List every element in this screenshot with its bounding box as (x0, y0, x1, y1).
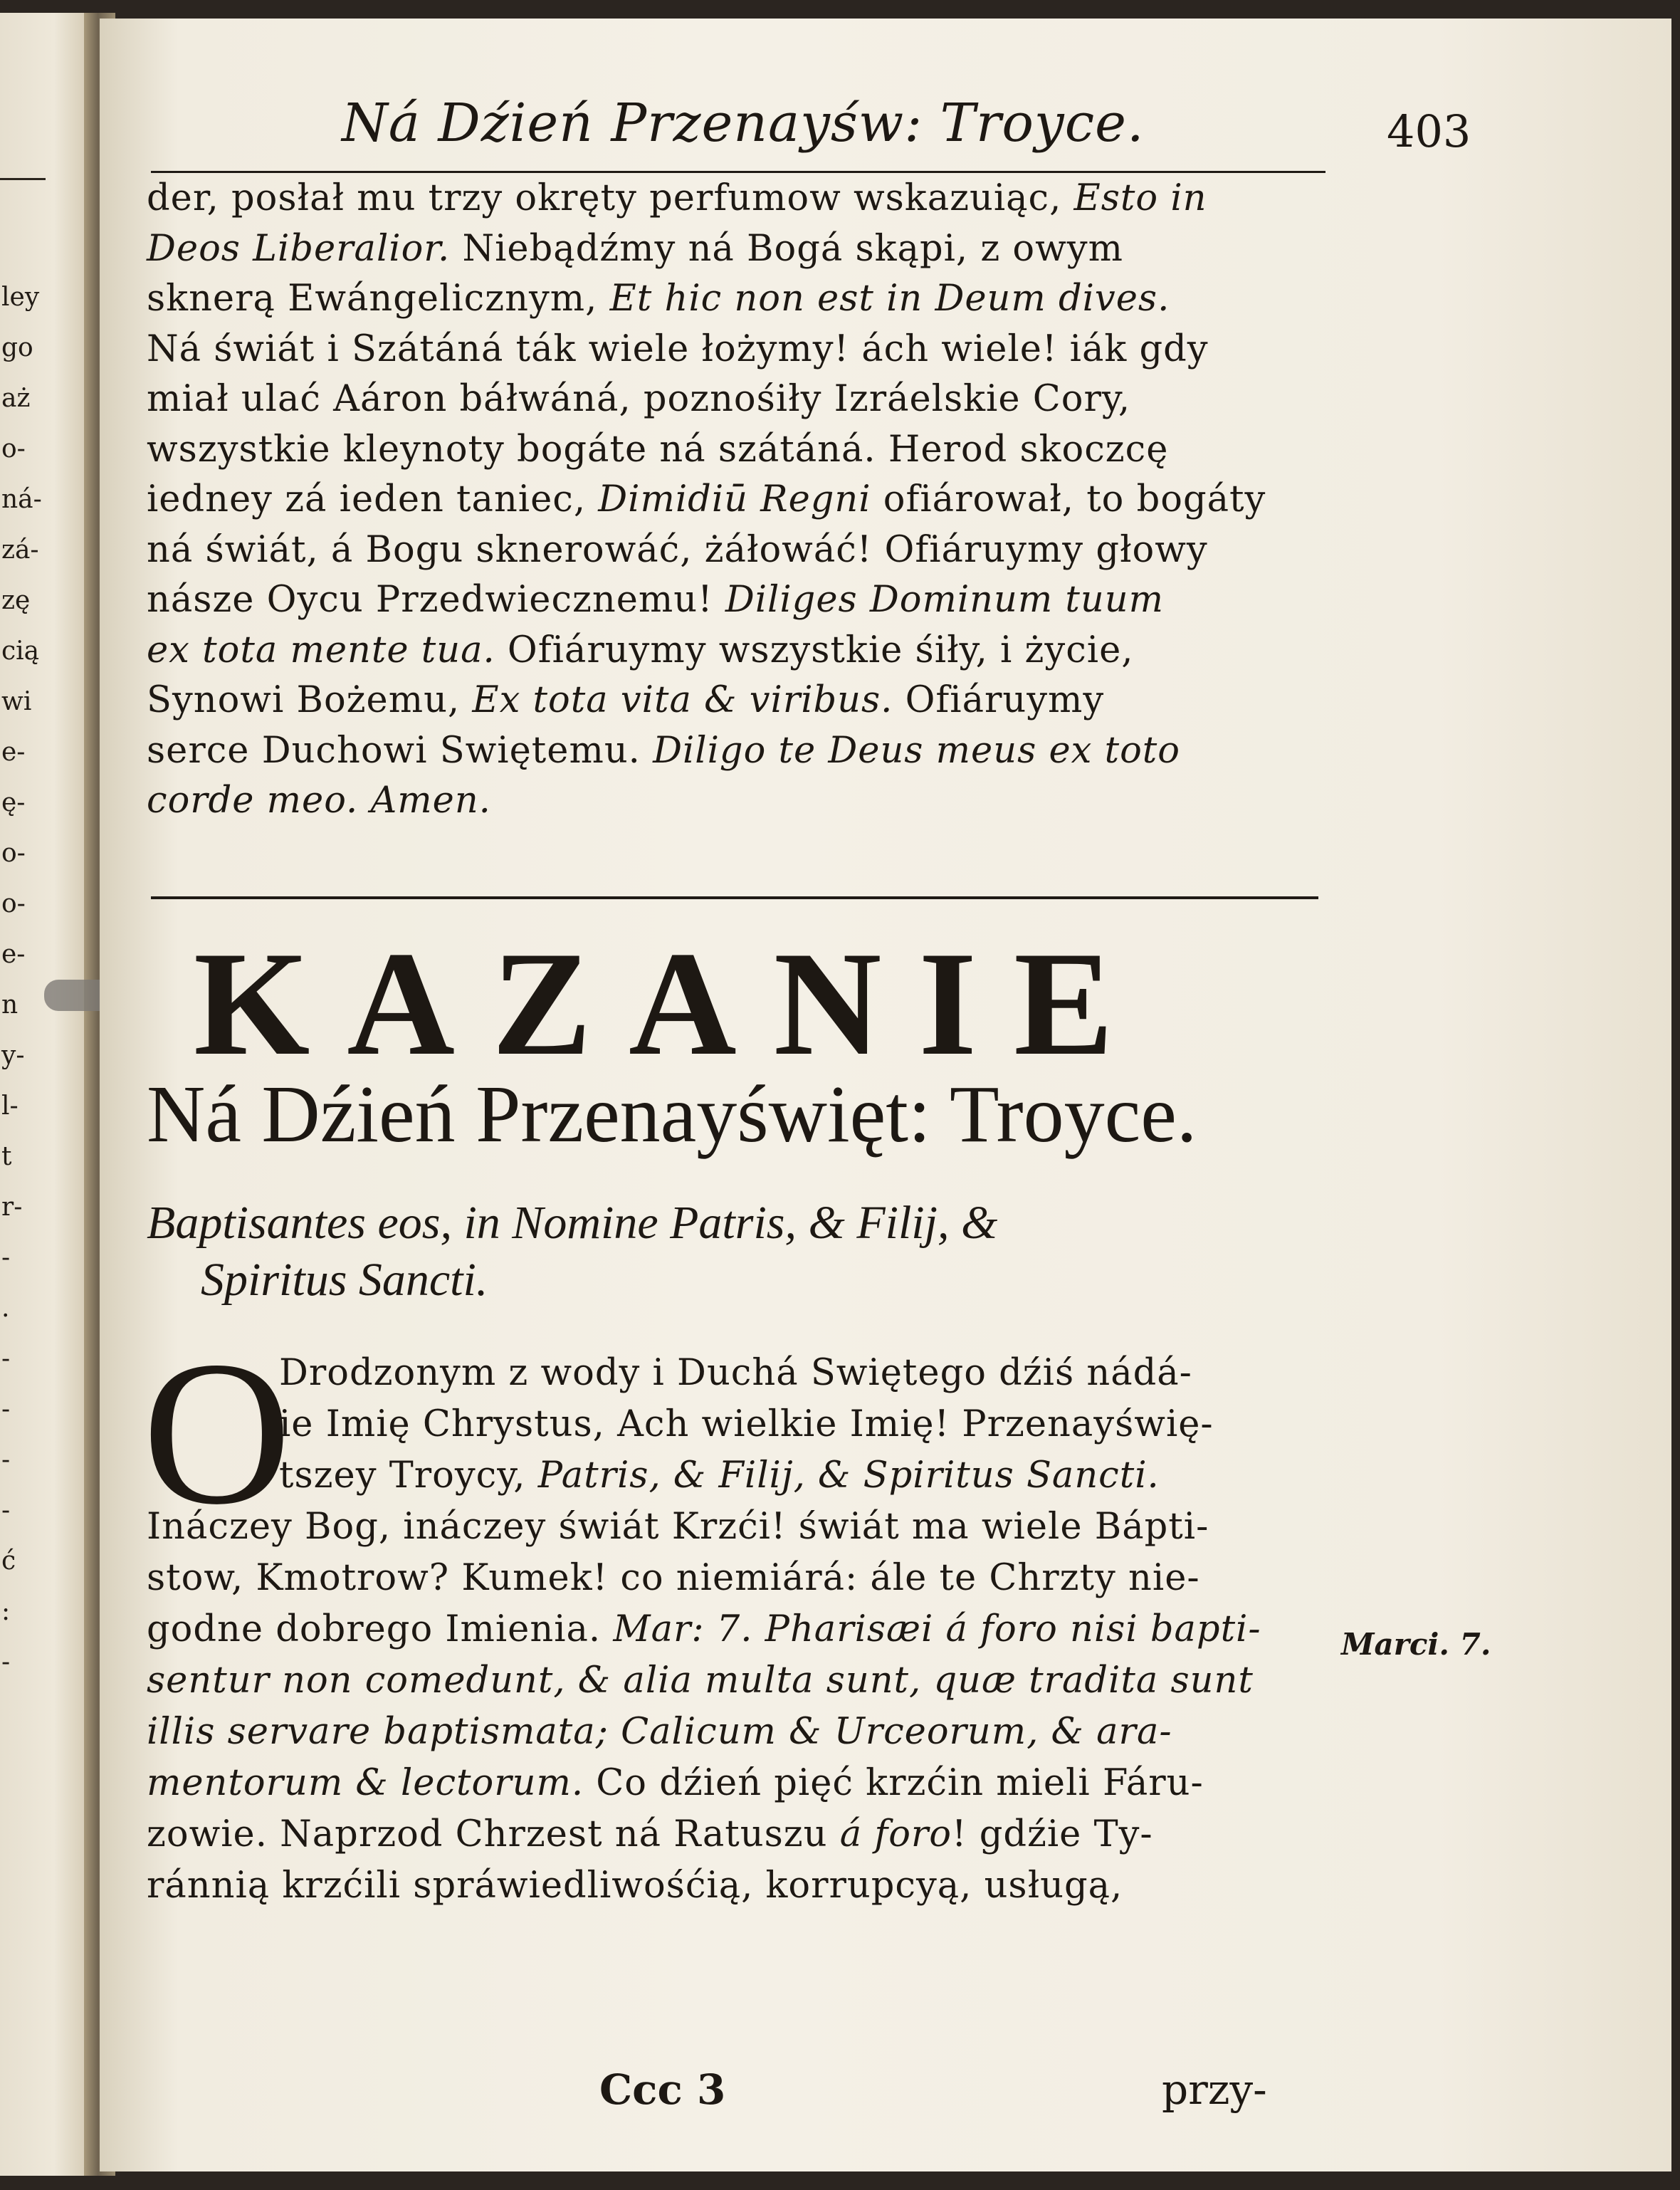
left-page-fragment: o- (1, 889, 26, 918)
polish-text-segment: ná świát, á Bogu sknerowáć, żáłowáć! Ofiáruymy głowy (147, 528, 1208, 571)
text-line (147, 1761, 1204, 1806)
polish-text-segment: stow, Kmotrow? Kumek! co niemiárá: ále te Chrzty nie- (147, 1557, 1200, 1599)
left-page-fragment: aż (1, 384, 31, 413)
latin-italic-segment: Patris, & Filij, & Spiritus Sancti. (537, 1455, 1160, 1497)
text-line (147, 328, 1209, 372)
left-page-rule (0, 178, 46, 180)
left-page-fragment: wi (1, 687, 32, 716)
left-page-fragment: t (1, 1142, 12, 1171)
polish-text-segment: Co dźień pięć krzćin mieli Fáru- (584, 1762, 1204, 1804)
left-page-fragment: o- (1, 839, 26, 868)
text-line (147, 629, 1133, 673)
left-page-fragment: - (1, 1496, 11, 1525)
scripture-text-line-2: Spiritus Sancti. (201, 1254, 488, 1306)
margin-reference: Marci. 7. (1341, 1627, 1491, 1662)
text-line (147, 428, 1168, 472)
text-line (147, 729, 1180, 773)
polish-text-segment: Ofiáruymy wszystkie śiły, i życie, (495, 629, 1134, 671)
text-line (147, 528, 1208, 572)
left-page-fragment: ná- (1, 485, 42, 514)
latin-italic-segment: corde meo. Amen. (147, 780, 491, 822)
left-page-fragment: l- (1, 1091, 19, 1121)
polish-text-segment: Ná świát i Szátáná ták wiele łożymy! ách wiele! iák gdy (147, 328, 1209, 370)
latin-italic-segment: Diliges Dominum tuum (725, 579, 1164, 621)
polish-text-segment: godne dobrego Imienia. (147, 1608, 614, 1650)
polish-text-segment: iedney zá ieden taniec, (147, 478, 599, 520)
latin-italic-segment: mentorum & lectorum. (147, 1762, 584, 1804)
left-page-fragment: - (1, 1395, 11, 1424)
text-line (147, 1710, 1172, 1754)
text-line (147, 277, 1170, 321)
left-page-fragment: y- (1, 1041, 25, 1070)
text-line (147, 679, 1104, 723)
latin-italic-segment: sentur non comedunt, & alia multa sunt, quæ tradita sunt (147, 1660, 1254, 1702)
left-page-fragment: : (1, 1597, 11, 1626)
left-page-fragment: ę- (1, 788, 26, 817)
text-line (279, 1454, 1160, 1498)
text-line (147, 1608, 1261, 1652)
left-page-fragment: - (1, 1243, 11, 1272)
polish-text-segment: Drodzonym z wody i Duchá Swiętego dźiś nádá- (279, 1352, 1192, 1394)
left-page-fragment: . (1, 1294, 10, 1323)
text-line (147, 377, 1130, 421)
text-line (279, 1403, 1214, 1447)
section-separator-rule (151, 896, 1318, 899)
left-page-fragment: n (1, 990, 19, 1020)
text-line (147, 227, 1123, 271)
left-page-fragment: o- (1, 434, 26, 463)
polish-text-segment: ofiárował, to bogáty (871, 478, 1266, 520)
latin-italic-segment: Diligo te Deus meus ex toto (653, 729, 1181, 772)
left-page-fragment: - (1, 1647, 11, 1677)
left-page-fragment: e- (1, 738, 26, 767)
signature-mark: Ccc 3 (599, 2065, 726, 2114)
polish-text-segment: ie Imię Chrystus, Ach wielkie Imię! Przenayświę- (279, 1403, 1214, 1445)
left-page-fragment: - (1, 1445, 11, 1474)
latin-italic-segment: illis servare baptismata; Calicum & Urceorum, & ara- (147, 1711, 1172, 1753)
polish-text-segment: wszystkie kleynoty bogáte ná szátáná. Herod skoczcę (147, 428, 1169, 471)
left-page-fragment: cią (1, 636, 40, 666)
left-page-fragment: go (1, 333, 33, 362)
page-number: 403 (1387, 105, 1471, 157)
text-line (147, 779, 491, 823)
left-page-fragment: e- (1, 940, 26, 969)
polish-text-segment: serce Duchowi Swiętemu. (147, 729, 653, 772)
text-line (279, 1351, 1192, 1395)
left-page-fragment: r- (1, 1193, 23, 1222)
polish-text-segment: Ináczey Bog, ináczey świát Krzći! świát ma wiele Bápti- (147, 1506, 1209, 1548)
text-line (147, 1505, 1209, 1549)
polish-text-segment: Synowi Bożemu, (147, 679, 473, 721)
text-line (147, 578, 1164, 622)
polish-text-segment: zowie. Naprzod Chrzest ná Ratuszu (147, 1813, 840, 1855)
polish-text-segment: ránnią krzćili spráwiedliwośćią, korrupcyą, usługą, (147, 1865, 1123, 1907)
sermon-title: KAZANIE (194, 921, 1151, 1086)
catchword: przy- (1162, 2065, 1267, 2114)
left-page-fragment: zá- (1, 535, 39, 565)
text-line (147, 1659, 1254, 1703)
drop-cap: O (142, 1319, 292, 1547)
latin-italic-segment: Deos Liberalior. (147, 227, 451, 270)
latin-italic-segment: ex tota mente tua. (147, 629, 495, 671)
polish-text-segment: násze Oycu Przedwiecznemu! (147, 579, 725, 621)
running-head: Ná Dźień Przenayśw: Troyce. (342, 93, 1145, 154)
polish-text-segment: Ofiáruymy (893, 679, 1105, 721)
polish-text-segment: miał ulać Aáron báłwáná, poznośiły Izráelskie Cory, (147, 378, 1131, 420)
polish-text-segment: sknerą Ewángelicznym, (147, 278, 610, 320)
left-page-fragment: zę (1, 586, 31, 615)
latin-italic-segment: Dimidiū Regni (598, 478, 871, 520)
left-page-fragment: - (1, 1344, 11, 1373)
latin-italic-segment: á foro (839, 1813, 952, 1855)
scripture-text-line-1: Baptisantes eos, in Nomine Patris, & Filij, & (147, 1197, 998, 1249)
polish-text-segment: der, posłał mu trzy okręty perfumow wskazuiąc, (147, 177, 1074, 219)
polish-text-segment: ! gdźie Ty- (952, 1813, 1153, 1855)
polish-text-segment: tszey Troycy, (279, 1455, 538, 1497)
text-line (147, 1813, 1153, 1857)
text-line (147, 478, 1266, 522)
latin-italic-segment: Et hic non est in Deum dives. (609, 278, 1170, 320)
text-line (147, 1556, 1200, 1600)
latin-italic-segment: Mar: 7. Pharisæi á foro nisi bapti- (613, 1608, 1261, 1650)
sermon-subtitle: Ná Dźień Przenayświęt: Troyce. (147, 1069, 1197, 1159)
latin-italic-segment: Esto in (1073, 177, 1207, 219)
latin-italic-segment: Ex tota vita & viribus. (472, 679, 893, 721)
left-page-fragment: ć (1, 1546, 16, 1576)
polish-text-segment: Niebądźmy ná Bogá skąpi, z owym (450, 227, 1123, 270)
left-page-fragment: ley (1, 283, 40, 312)
text-line (147, 177, 1207, 221)
text-line (147, 1864, 1123, 1908)
header-rule (151, 171, 1325, 173)
